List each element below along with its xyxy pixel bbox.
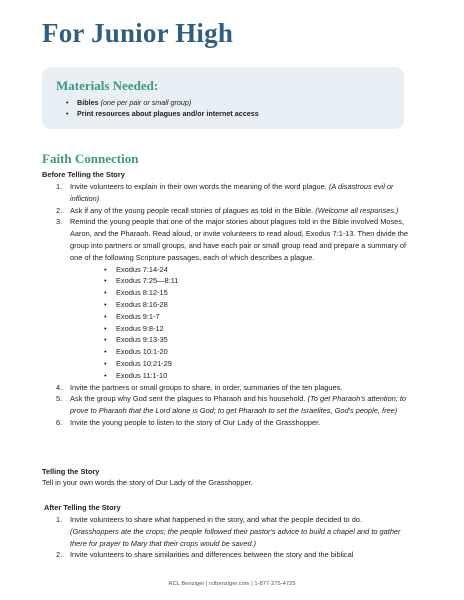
bullet-icon: • (104, 276, 107, 286)
page-footer: RCL Benziger | rclbenziger.com | 1-877-275-4725 (168, 581, 296, 587)
list-item (56, 181, 408, 205)
list-item (56, 417, 408, 429)
list-item (56, 205, 408, 217)
before-list (56, 181, 408, 429)
verse-item (104, 264, 408, 276)
list-item (56, 393, 408, 417)
item-number: 6. (56, 417, 63, 427)
materials-item-label: Print resources about plagues and/or internet access (77, 109, 259, 118)
verse-label: Exodus 9:1-7 (116, 311, 160, 321)
verse-item (104, 311, 408, 323)
bullet-icon: • (104, 347, 107, 357)
bullet-icon: • (104, 299, 107, 309)
after-heading: After Telling the Story (44, 503, 121, 512)
faith-connection-heading: Faith Connection (42, 151, 139, 166)
item-number: 4. (56, 382, 63, 392)
verse-item (104, 334, 408, 346)
item-text: Invite volunteers to share similarities and differences between the story and the biblical (70, 550, 354, 560)
verse-item (104, 275, 408, 287)
bullet-icon: • (66, 98, 69, 107)
verse-label: Exodus 10:1-20 (116, 347, 168, 357)
telling-text: Tell in your own words the story of Our Lady of the Grasshopper. (42, 478, 253, 487)
materials-item-note: (one per pair or small group) (100, 98, 192, 107)
item-text: Invite the partners or small groups to share, in order, summaries of the ten plagues. (70, 382, 343, 392)
materials-item (66, 108, 259, 119)
telling-heading: Telling the Story (42, 467, 100, 476)
bullet-icon: • (104, 288, 107, 298)
item-note: (A disastrous evil or infliction) (70, 182, 394, 203)
item-text: Ask the group why God sent the plagues to Pharaoh and his household. (70, 394, 306, 404)
materials-item (66, 97, 259, 108)
bullet-icon: • (104, 335, 107, 345)
verse-label: Exodus 9:13-35 (116, 335, 168, 345)
item-text: Remind the young people that one of the major stories about plagues told in the Bible involved Moses, Aaron, and the Pharaoh. Read aloud, or invite volunteers to read aloud, Exodus 7:1-13. Then divide the group into partners or small groups, and have each pair or small group read and prepare a summary of one of the following Scripture passages, each of which describes a plague. (70, 217, 409, 262)
item-number: 1. (56, 182, 63, 191)
list-item (56, 382, 408, 394)
verse-label: Exodus 10:21-29 (116, 358, 172, 368)
item-number: 1. (56, 515, 63, 524)
bullet-icon: • (104, 358, 107, 368)
materials-box (42, 67, 404, 129)
materials-list (66, 97, 259, 119)
verse-label: Exodus 8:12-15 (116, 288, 168, 298)
verse-item (104, 370, 408, 382)
item-number: 2. (56, 550, 63, 560)
item-number: 5. (56, 394, 63, 404)
verse-item (104, 287, 408, 299)
materials-heading: Materials Needed: (56, 78, 159, 93)
before-heading: Before Telling the Story (42, 170, 125, 179)
item-note: (Grasshoppers ate the crops; the people followed their pastor's advice to build a chapel and to gather there for prayer to Mary that their crops would be saved.) (70, 526, 401, 548)
bullet-icon: • (104, 311, 107, 321)
item-note: (Welcome all responses.) (315, 205, 399, 215)
verse-label: Exodus 8:16-28 (116, 299, 168, 309)
bullet-icon: • (104, 370, 107, 380)
verse-label: Exodus 7:25—8:11 (116, 276, 179, 286)
after-list (56, 514, 408, 561)
item-text: Invite the young people to listen to the story of Our Lady of the Grasshopper. (70, 417, 321, 427)
item-note: (To get Pharaoh's attention; to prove to Pharaoh that the Lord alone is God; to get Pharaoh to set the Israelites, God's people, free) (70, 394, 407, 416)
verse-item (104, 358, 408, 370)
item-text: Ask if any of the young people recall stories of plagues as told in the Bible. (70, 205, 314, 215)
list-item (56, 216, 408, 381)
verse-label: Exodus 11:1-10 (116, 370, 168, 380)
item-text: Invite volunteers to share what happened in the story, and what the people decided to do. (70, 515, 362, 524)
bullet-icon: • (66, 109, 69, 118)
item-text: Invite volunteers to explain in their own words the meaning of the word plague. (70, 182, 327, 191)
page-title: For Junior High (42, 18, 234, 48)
item-number: 3. (56, 217, 63, 227)
verse-label: Exodus 9:8-12 (116, 323, 164, 333)
list-item (56, 549, 408, 561)
verse-item (104, 323, 408, 335)
verse-label: Exodus 7:14-24 (116, 264, 168, 274)
verse-item (104, 346, 408, 358)
verse-item (104, 299, 408, 311)
bullet-icon: • (104, 264, 107, 274)
item-number: 2. (56, 205, 63, 215)
list-item (56, 514, 408, 549)
materials-item-label: Bibles (77, 98, 99, 107)
bullet-icon: • (104, 323, 107, 333)
verse-list (70, 264, 408, 382)
